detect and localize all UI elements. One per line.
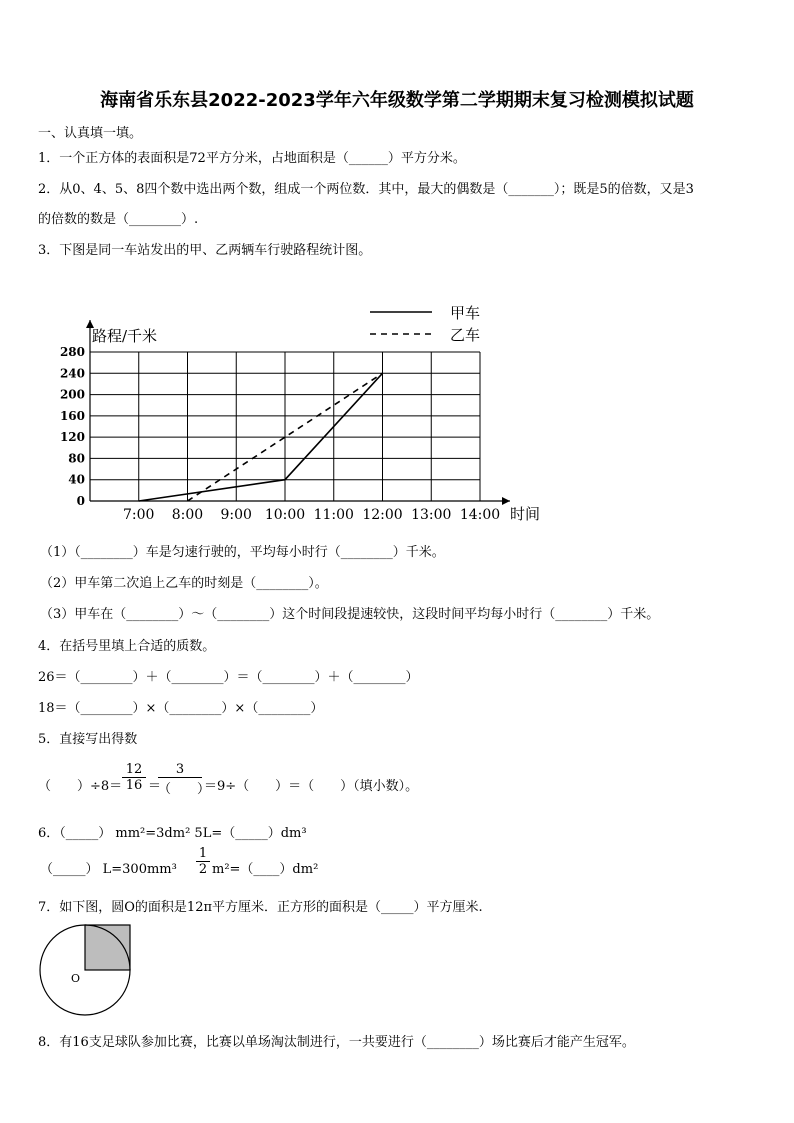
q5-equals: ＝	[148, 779, 162, 794]
question-7: 7．如下图，圆O的面积是12π平方厘米．正方形的面积是（_____）平方厘米.	[38, 900, 483, 915]
center-label-o: O	[71, 972, 81, 985]
question-6-line-2b: m²=（____）dm²	[212, 862, 319, 877]
chart-axes	[86, 320, 510, 505]
y-tick-label: 160	[59, 408, 85, 423]
q6-fraction-num: 1	[196, 846, 210, 862]
x-tick-label: 8:00	[171, 507, 204, 523]
x-axis-label: 时间	[510, 505, 541, 523]
page-title: 海南省乐东县2022-2023学年六年级数学第二学期期末复习检测模拟试题	[100, 90, 694, 111]
x-tick-label: 9:00	[220, 507, 252, 523]
q5-fraction-1	[122, 762, 146, 793]
y-axis-label: 路程/千米	[92, 327, 158, 345]
q5-fraction-2	[158, 762, 211, 797]
x-tick-label: 13:00	[411, 507, 452, 523]
question-4-line-1: 26＝（________）＋（________）＝（________）＋（________）	[38, 670, 419, 685]
question-6-line-2a: （_____） L=300mm³	[40, 862, 177, 877]
y-tick-label: 280	[59, 345, 85, 359]
question-6-line-1: 6．（_____） mm²=3dm² 5L=（_____）dm³	[38, 826, 307, 841]
q5-right: ＝9÷（ ）＝（ ）（填小数）。	[204, 779, 419, 794]
legend-label: 乙车	[450, 326, 481, 344]
y-tick-label: 80	[68, 451, 85, 466]
x-tick-label: 10:00	[264, 507, 306, 523]
question-5: 5．直接写出得数	[38, 732, 138, 747]
question-2-line-2: 的倍数的数是（________）.	[38, 212, 199, 227]
section-heading: 一、认真填一填。	[38, 126, 143, 141]
y-tick-label: 200	[59, 387, 85, 402]
legend-label: 甲车	[450, 304, 481, 322]
y-tick-label: 40	[68, 472, 85, 487]
x-tick-label: 11:00	[313, 507, 354, 523]
question-4: 4．在括号里填上合适的质数。	[38, 639, 216, 654]
circle-square-figure	[36, 922, 136, 1018]
x-tick-label: 14:00	[459, 507, 501, 523]
y-tick-label: 0	[76, 494, 85, 508]
x-axis-arrow	[502, 497, 510, 505]
x-tick-label: 7:00	[123, 507, 155, 523]
q6-fraction	[196, 846, 210, 877]
question-1: 1．一个正方体的表面积是72平方分米，占地面积是（______）平方分米。	[38, 151, 466, 166]
y-tick-label: 120	[59, 430, 85, 445]
distance-chart	[40, 300, 560, 530]
question-3-1: （1）（________）车是匀速行驶的，平均每小时行（________）千米。	[40, 545, 445, 560]
question-3: 3．下图是同一车站发出的甲、乙两辆车行驶路程统计图。	[38, 243, 372, 258]
q5-fraction-2-num: 3	[158, 762, 202, 778]
x-tick-label: 12:00	[362, 507, 403, 523]
q5-fraction-1-num: 12	[122, 762, 146, 778]
q5-left: （ ）÷8＝	[38, 779, 123, 794]
y-tick-label: 240	[59, 366, 85, 381]
question-2-line-1: 2．从0、4、5、8四个数中选出两个数，组成一个两位数．其中，最大的偶数是（_______）；既是5的倍数，又是3	[38, 182, 694, 197]
q6-fraction-den: 2	[198, 862, 208, 877]
q5-fraction-2-den: （ ）	[158, 782, 211, 797]
square	[85, 925, 130, 970]
question-8: 8．有16支足球队参加比赛，比赛以单场淘汰制进行，一共要进行（________）场比赛后才能产生冠军。	[38, 1035, 635, 1050]
question-4-line-2: 18＝（________）×（________）×（________）	[38, 701, 324, 716]
question-3-3: （3）甲车在（________）～（________）这个时间段提速较快，这段时间平均每小时行（________）千米。	[40, 607, 660, 622]
q5-fraction-1-den: 16	[125, 778, 143, 793]
question-3-2: （2）甲车第二次追上乙车的时刻是（________）。	[40, 576, 328, 591]
